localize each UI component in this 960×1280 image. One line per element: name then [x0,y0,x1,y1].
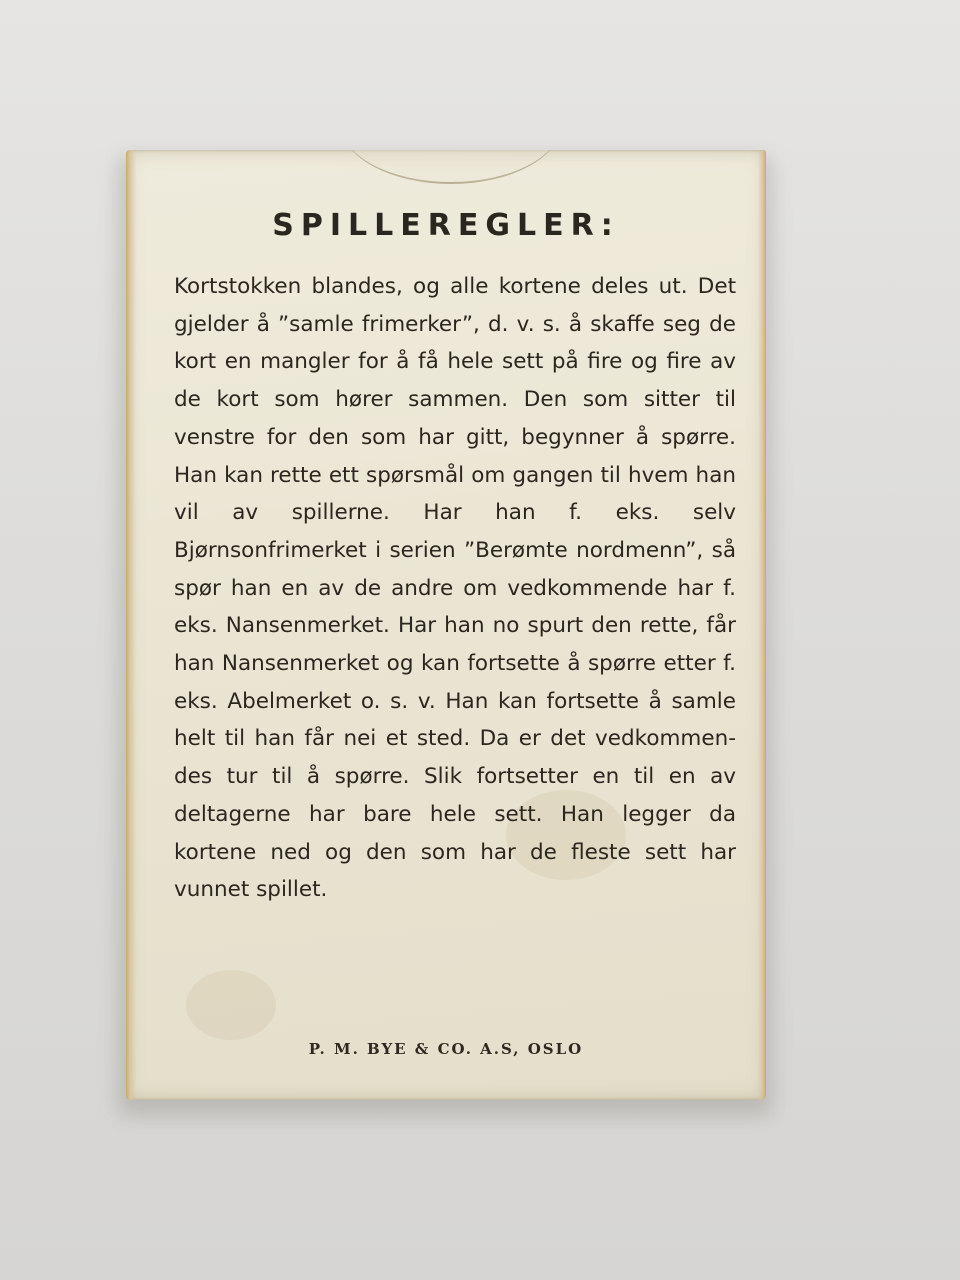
publisher-imprint: P. M. BYE & CO. A.S, OSLO [308,1040,584,1058]
card-box-back [126,150,766,1100]
thumb-notch [341,150,561,184]
box-left-edge [126,150,136,1100]
rules-title: SPILLEREGLER: [272,208,620,243]
paper-stain [186,970,276,1040]
box-right-edge [758,150,766,1100]
rules-text: Kortstokken blandes, og alle kortene deles ut. Det gjelder å ”samle frimerker”, d. v. s. å skaffe seg de kort en mangler for å få hele sett på fire og fire av de kort som hører sammen. Den som sitter til venstre for den som har gitt, begynner å spørre. Han kan rette ett spørsmål om gangen til hvem han vil av spillerne. Har han f. eks. selv Bjørnsonfrimerket i serien ”Berømte nordmenn”, så spør han en av de andre om vedkommende har f. eks. Nansenmerket. Har han no spurt den rette, får han Nansenmerket og kan fortsette å spørre etter f. eks. Abelmerket o. s. v. Han kan fortsette å samle helt til han får nei et sted. Da er det vedkommendes tur til å spørre. Slik fortsetter en til en av deltagerne har bare hele sett. Han legger da kortene ned og den som har de fleste sett har vunnet spillet. [174,274,736,903]
